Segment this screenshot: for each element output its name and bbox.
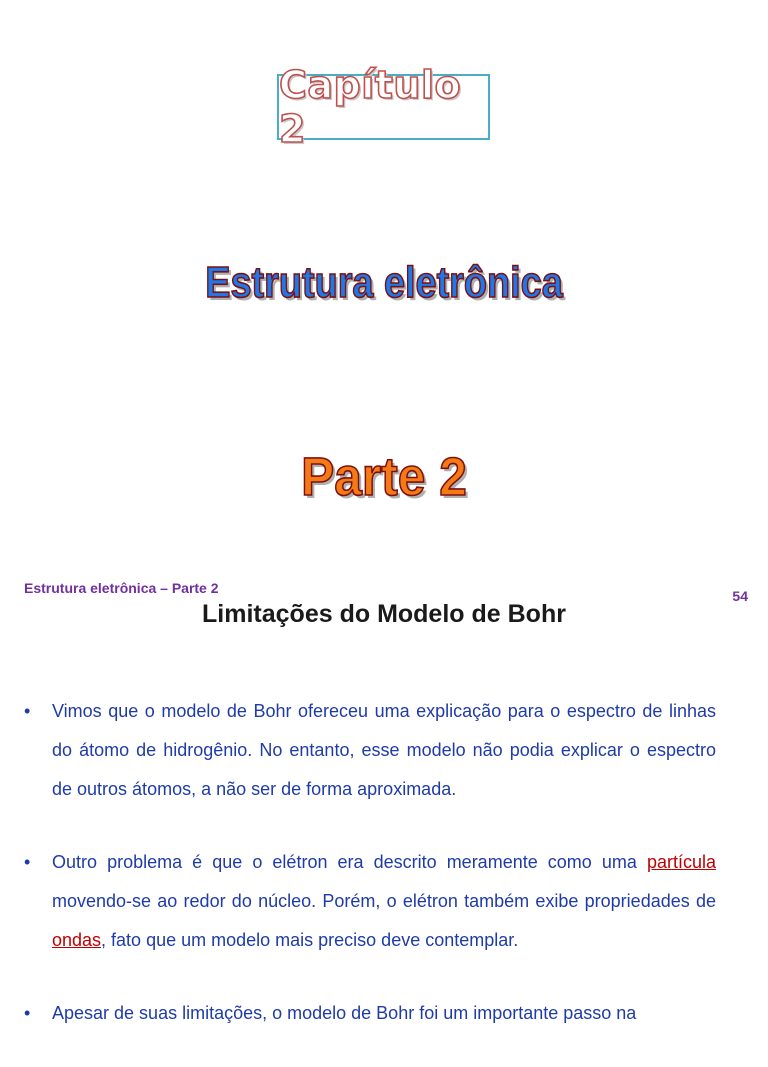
bullet-text: Apesar de suas limitações, o modelo de Bohr foi um importante passo na [52, 1003, 637, 1023]
highlight-ondas: ondas [52, 930, 102, 950]
chapter-title: Capítulo 2 [279, 63, 462, 151]
highlight-particula: partícula [646, 852, 716, 872]
bullet-text-part: Outro problema é que o elétron era descrito meramente como uma [52, 852, 647, 872]
chapter-box [277, 63, 490, 151]
bullet-item [24, 994, 716, 1033]
bullet-item [24, 843, 716, 960]
bullet-dot: • [24, 701, 31, 721]
slide-title: Limitações do Modelo de Bohr [202, 600, 566, 628]
bullet-list [24, 692, 716, 1067]
bullet-dot: • [24, 1003, 31, 1023]
bullet-text-part: movendo-se ao redor do núcleo. Porém, o elétron também exibe propriedades de [52, 891, 716, 911]
bullet-dot: • [24, 852, 31, 872]
main-title: Estrutura eletrônica [205, 258, 563, 307]
page-number: 54 [732, 588, 748, 604]
bullet-item [24, 692, 716, 809]
slide-header: Estrutura eletrônica – Parte 2 [24, 580, 219, 596]
content-slide [0, 560, 768, 1024]
part-title: Parte 2 [301, 447, 467, 507]
bullet-text-part: , fato que um modelo mais preciso deve contemplar. [101, 930, 519, 950]
bullet-text: Vimos que o modelo de Bohr ofereceu uma explicação para o espectro de linhas do átomo de hidrogênio. No entanto, esse modelo não podia explicar o espectro de outros átomos, a não ser de forma aproximada. [52, 701, 716, 799]
